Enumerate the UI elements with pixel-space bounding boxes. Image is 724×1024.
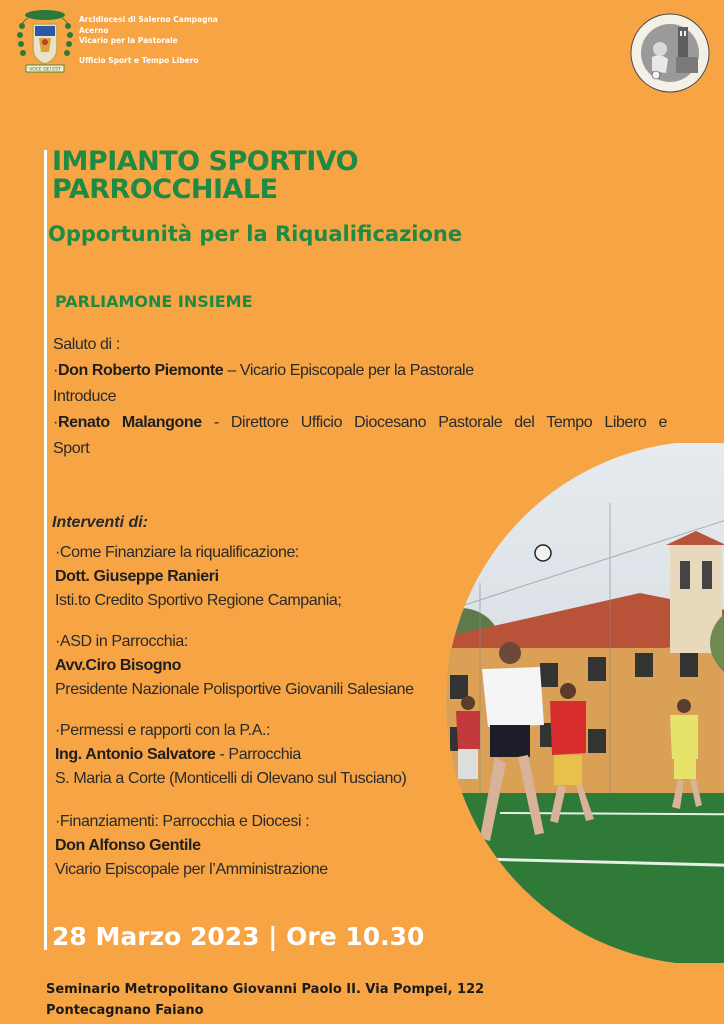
intervention-1-topic: ·Come Finanziare la riqualificazione: <box>55 544 299 561</box>
page-title <box>52 148 572 204</box>
speaker-2-role-continued: Sport <box>53 440 90 457</box>
intervention-2-detail: Presidente Nazionale Polisportive Giovanili Salesiane <box>55 681 414 698</box>
office-name: Ufficio Sport e Tempo Libero <box>79 55 199 65</box>
speaker-2-name: Renato Malangone <box>57 414 202 431</box>
sport-office-seal-icon <box>630 13 710 93</box>
intervention-3-speaker-suffix: - Parrocchia <box>215 746 301 763</box>
intervention-2 <box>55 630 414 702</box>
crest-motto-text: VOCE DEI EST <box>29 67 61 73</box>
intervention-3-speaker: Ing. Antonio Salvatore <box>55 746 216 763</box>
org-line-2: Acerno <box>79 25 109 35</box>
speaker-1-name: Don Roberto Piemonte <box>57 362 224 379</box>
title-line-2: PARROCCHIALE <box>52 174 278 205</box>
speaker-2-role: - Direttore Ufficio Diocesano Pastorale del Tempo Libero e <box>201 414 667 431</box>
intervention-4 <box>55 810 328 882</box>
section-heading: PARLIAMONE INSIEME <box>55 292 253 311</box>
org-line-1: Arcidiocesi di Salerno Campagna <box>79 15 218 24</box>
intervention-1 <box>55 541 341 613</box>
greeting-speaker-1: ·Don Roberto Piemonte – Vicario Episcopale per la Pastorale <box>53 362 474 379</box>
intervention-1-detail: Isti.to Credito Sportivo Regione Campania; <box>55 592 342 609</box>
intervention-3-topic: ·Permessi e rapporti con la P.A.: <box>55 722 271 739</box>
venue-line-2: Pontecagnano Faiano <box>46 1003 204 1018</box>
event-date-time: 28 Marzo 2023 | Ore 10.30 <box>52 922 425 951</box>
page-subtitle: Opportunità per la Riqualificazione <box>48 222 463 246</box>
introduce-label: Introduce <box>53 388 117 405</box>
interventions-heading: Interventi di: <box>52 514 149 531</box>
event-venue <box>46 979 484 1021</box>
intervention-3-detail: S. Maria a Corte (Monticelli di Olevano sul Tusciano) <box>55 770 407 787</box>
intervention-4-detail: Vicario Episcopale per l’Amministrazione <box>55 861 328 878</box>
archdiocese-crest-icon <box>14 8 76 76</box>
intervention-1-speaker: Dott. Giuseppe Ranieri <box>55 568 219 585</box>
intervention-4-topic: ·Finanziamenti: Parrocchia e Diocesi : <box>55 813 310 830</box>
intervention-3 <box>55 719 406 791</box>
intervention-4-speaker: Don Alfonso Gentile <box>55 837 201 854</box>
intervention-2-topic: ·ASD in Parrocchia: <box>55 633 188 650</box>
title-line-1: IMPIANTO SPORTIVO <box>52 146 359 177</box>
org-line-3: Vicario per la Pastorale <box>79 36 178 45</box>
venue-line-1: Seminario Metropolitano Giovanni Paolo II. Via Pompei, 122 <box>46 982 485 997</box>
football-photo <box>440 443 724 963</box>
greeting-label: Saluto di : <box>53 336 120 353</box>
accent-vertical-line <box>44 150 47 950</box>
intervention-2-speaker: Avv.Ciro Bisogno <box>55 657 182 674</box>
organization-header <box>79 15 218 66</box>
greeting-speaker-2: ·Renato Malangone - Direttore Ufficio Diocesano Pastorale del Tempo Libero e <box>53 414 667 431</box>
speaker-1-role: – Vicario Episcopale per la Pastorale <box>223 362 474 379</box>
